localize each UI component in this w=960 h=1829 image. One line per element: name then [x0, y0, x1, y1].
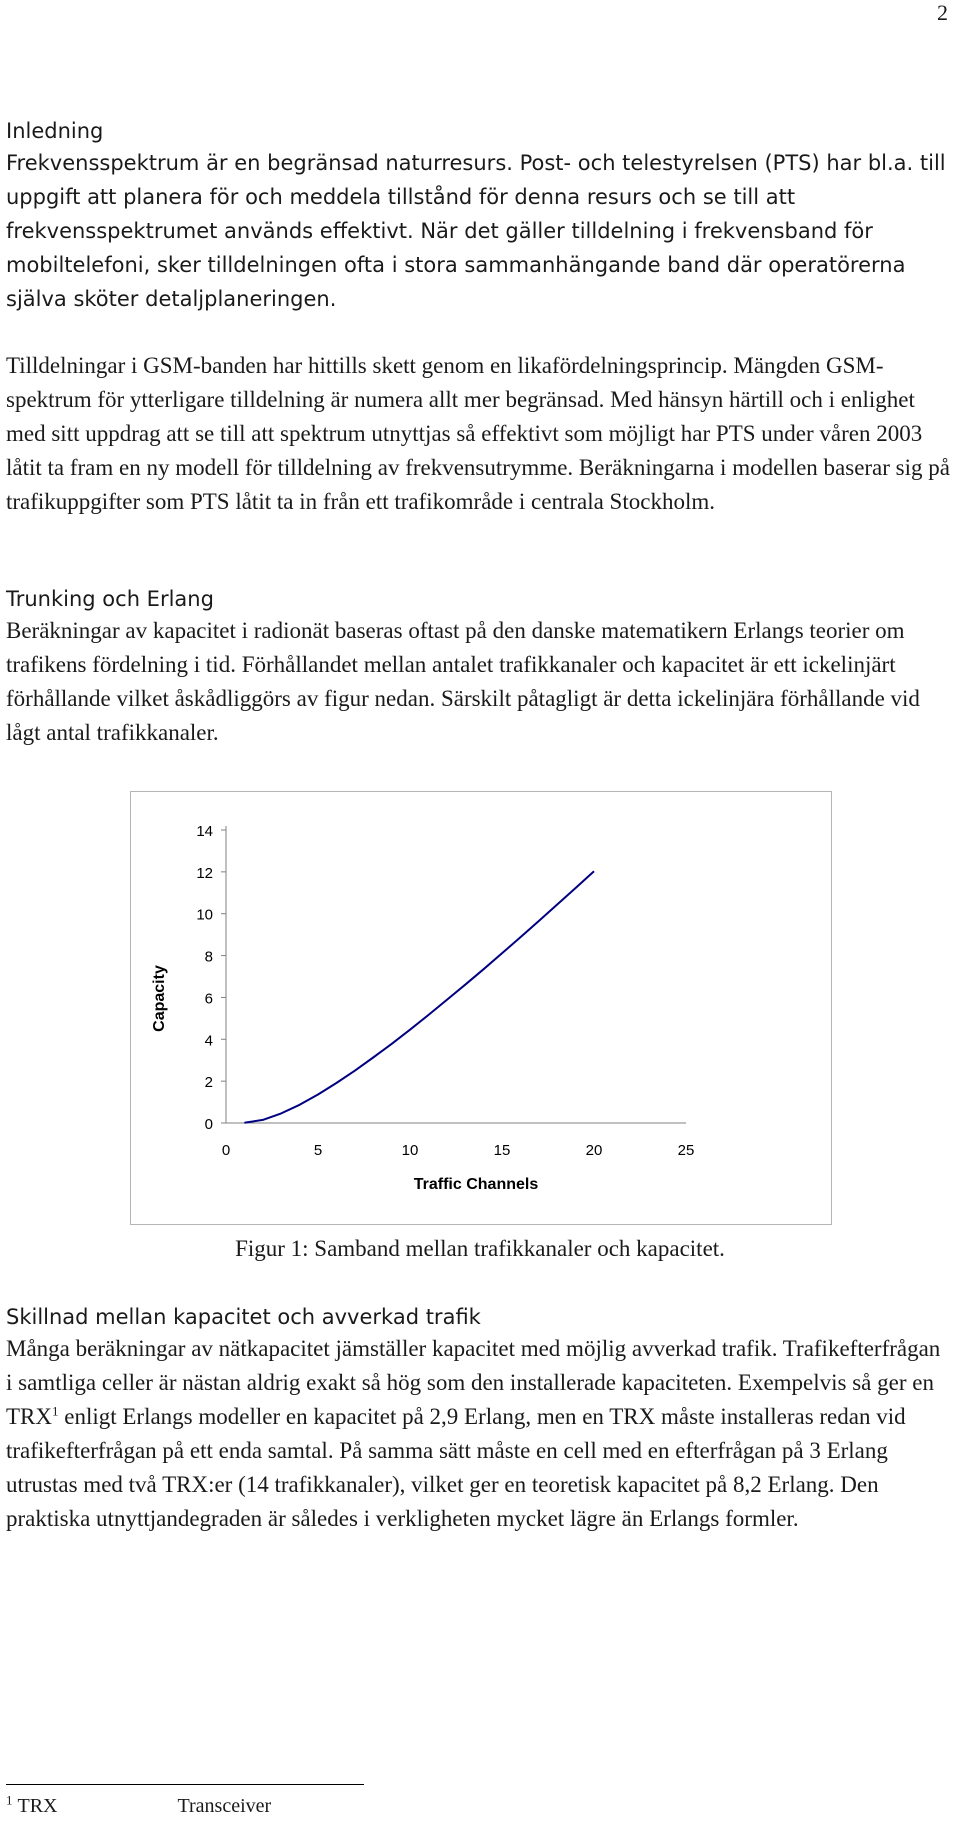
heading-intro: Inledning — [6, 119, 104, 143]
intro-paragraph-1-lead: Frekvensspektrum är en begränsad naturresurs. Post- och telestyrelsen (PTS) har bl.a. till uppgift att planera för och meddela tillstånd för denna resurs och se till att frekvensspektrumet används effektivt. — [6, 151, 946, 243]
y-tick-label: 14 — [196, 823, 213, 840]
section-difference — [6, 1302, 951, 1536]
section-intro — [6, 116, 951, 316]
capacity-chart — [131, 792, 831, 1224]
footnote-definition: Transceiver — [177, 1795, 272, 1817]
intro-paragraph-1-rest: När det gäller tilldelning i frekvensband för mobiltelefoni, sker tilldelningen ofta i stora sammanhängande band där operatörerna själva sköter detaljplaneringen. — [6, 219, 906, 311]
heading-trunking: Trunking och Erlang — [6, 587, 214, 611]
section-intro-2 — [6, 349, 951, 519]
difference-paragraph-1 — [6, 1332, 951, 1536]
footnote-number: 1 — [6, 1792, 13, 1808]
figure-caption: Figur 1: Samband mellan trafikkanaler och kapacitet. — [235, 1236, 725, 1261]
page-number: 2 — [937, 0, 948, 25]
x-tick-label: 25 — [677, 1142, 695, 1159]
x-axis-title: Traffic Channels — [413, 1176, 539, 1193]
intro-paragraph-1 — [6, 146, 951, 316]
x-tick-label: 5 — [313, 1142, 323, 1159]
footnote-term: TRX — [17, 1795, 58, 1817]
footnote — [6, 1792, 272, 1818]
y-tick-label: 10 — [196, 906, 213, 924]
footnote-divider — [6, 1784, 364, 1785]
section-trunking — [6, 584, 951, 750]
y-tick-label: 2 — [204, 1074, 213, 1092]
y-tick-label: 0 — [204, 1116, 213, 1133]
y-axis-title: Capacity — [151, 965, 168, 1032]
difference-paragraph-1-part-a: Många beräkningar av nätkapacitet jämställer kapacitet med möjlig avverkad trafik. Trafikefterfrågan i samtliga celler är nästan aldrig exakt så hög som den installerade kapaciteten. Exempelvis så ger en TRX — [6, 1336, 941, 1429]
y-tick-label: 4 — [204, 1032, 213, 1050]
series-line-capacity — [244, 871, 594, 1123]
x-tick-label: 15 — [493, 1142, 511, 1159]
x-tick-label: 0 — [221, 1142, 231, 1159]
y-tick-label: 12 — [196, 864, 213, 882]
heading-difference: Skillnad mellan kapacitet och avverkad trafik — [6, 1305, 481, 1329]
difference-paragraph-1-part-b: enligt Erlangs modeller en kapacitet på 2,9 Erlang, men en TRX måste installeras redan vid trafikefterfrågan på ett enda samtal. På samma sätt måste en cell med en efterfrågan på 3 Erlang utrustas med två TRX:er (14 trafikkanaler), vilket ger en teoretisk kapacitet på 8,2 Erlang. Den praktiska utnyttjandegraden är således i verkligheten mycket lägre än Erlangs formler. — [6, 1404, 906, 1531]
x-tick-label: 10 — [401, 1142, 419, 1159]
x-tick-label: 20 — [585, 1142, 603, 1159]
trunking-paragraph-1: Beräkningar av kapacitet i radionät baseras oftast på den danske matematikern Erlangs teorier om trafikens fördelning i tid. Förhållandet mellan antalet trafikkanaler och kapacitet är ett ickelinjärt förhållande vilket åskådliggörs av figur nedan. Särskilt påtagligt är detta ickelinjära förhållande vid lågt antal trafikkanaler. — [6, 618, 920, 745]
footnote-reference[interactable]: 1 — [52, 1403, 59, 1419]
figure-chart-frame — [130, 791, 832, 1225]
y-tick-label: 8 — [204, 948, 213, 966]
y-tick-label: 6 — [204, 990, 213, 1008]
intro-paragraph-2: Tilldelningar i GSM-banden har hittills skett genom en likafördelningsprincip. Mängden GSM-spektrum för ytterligare tilldelning är numera allt mer begränsad. Med hänsyn härtill och i enlighet med sitt uppdrag att se till att spektrum utnyttjas så effektivt som möjligt har PTS under våren 2003 låtit ta fram en ny modell för tilldelning av frekvensutrymme. Beräkningarna i modellen baserar sig på trafikuppgifter som PTS låtit ta in från ett trafikområde i centrala Stockholm. — [6, 353, 950, 514]
